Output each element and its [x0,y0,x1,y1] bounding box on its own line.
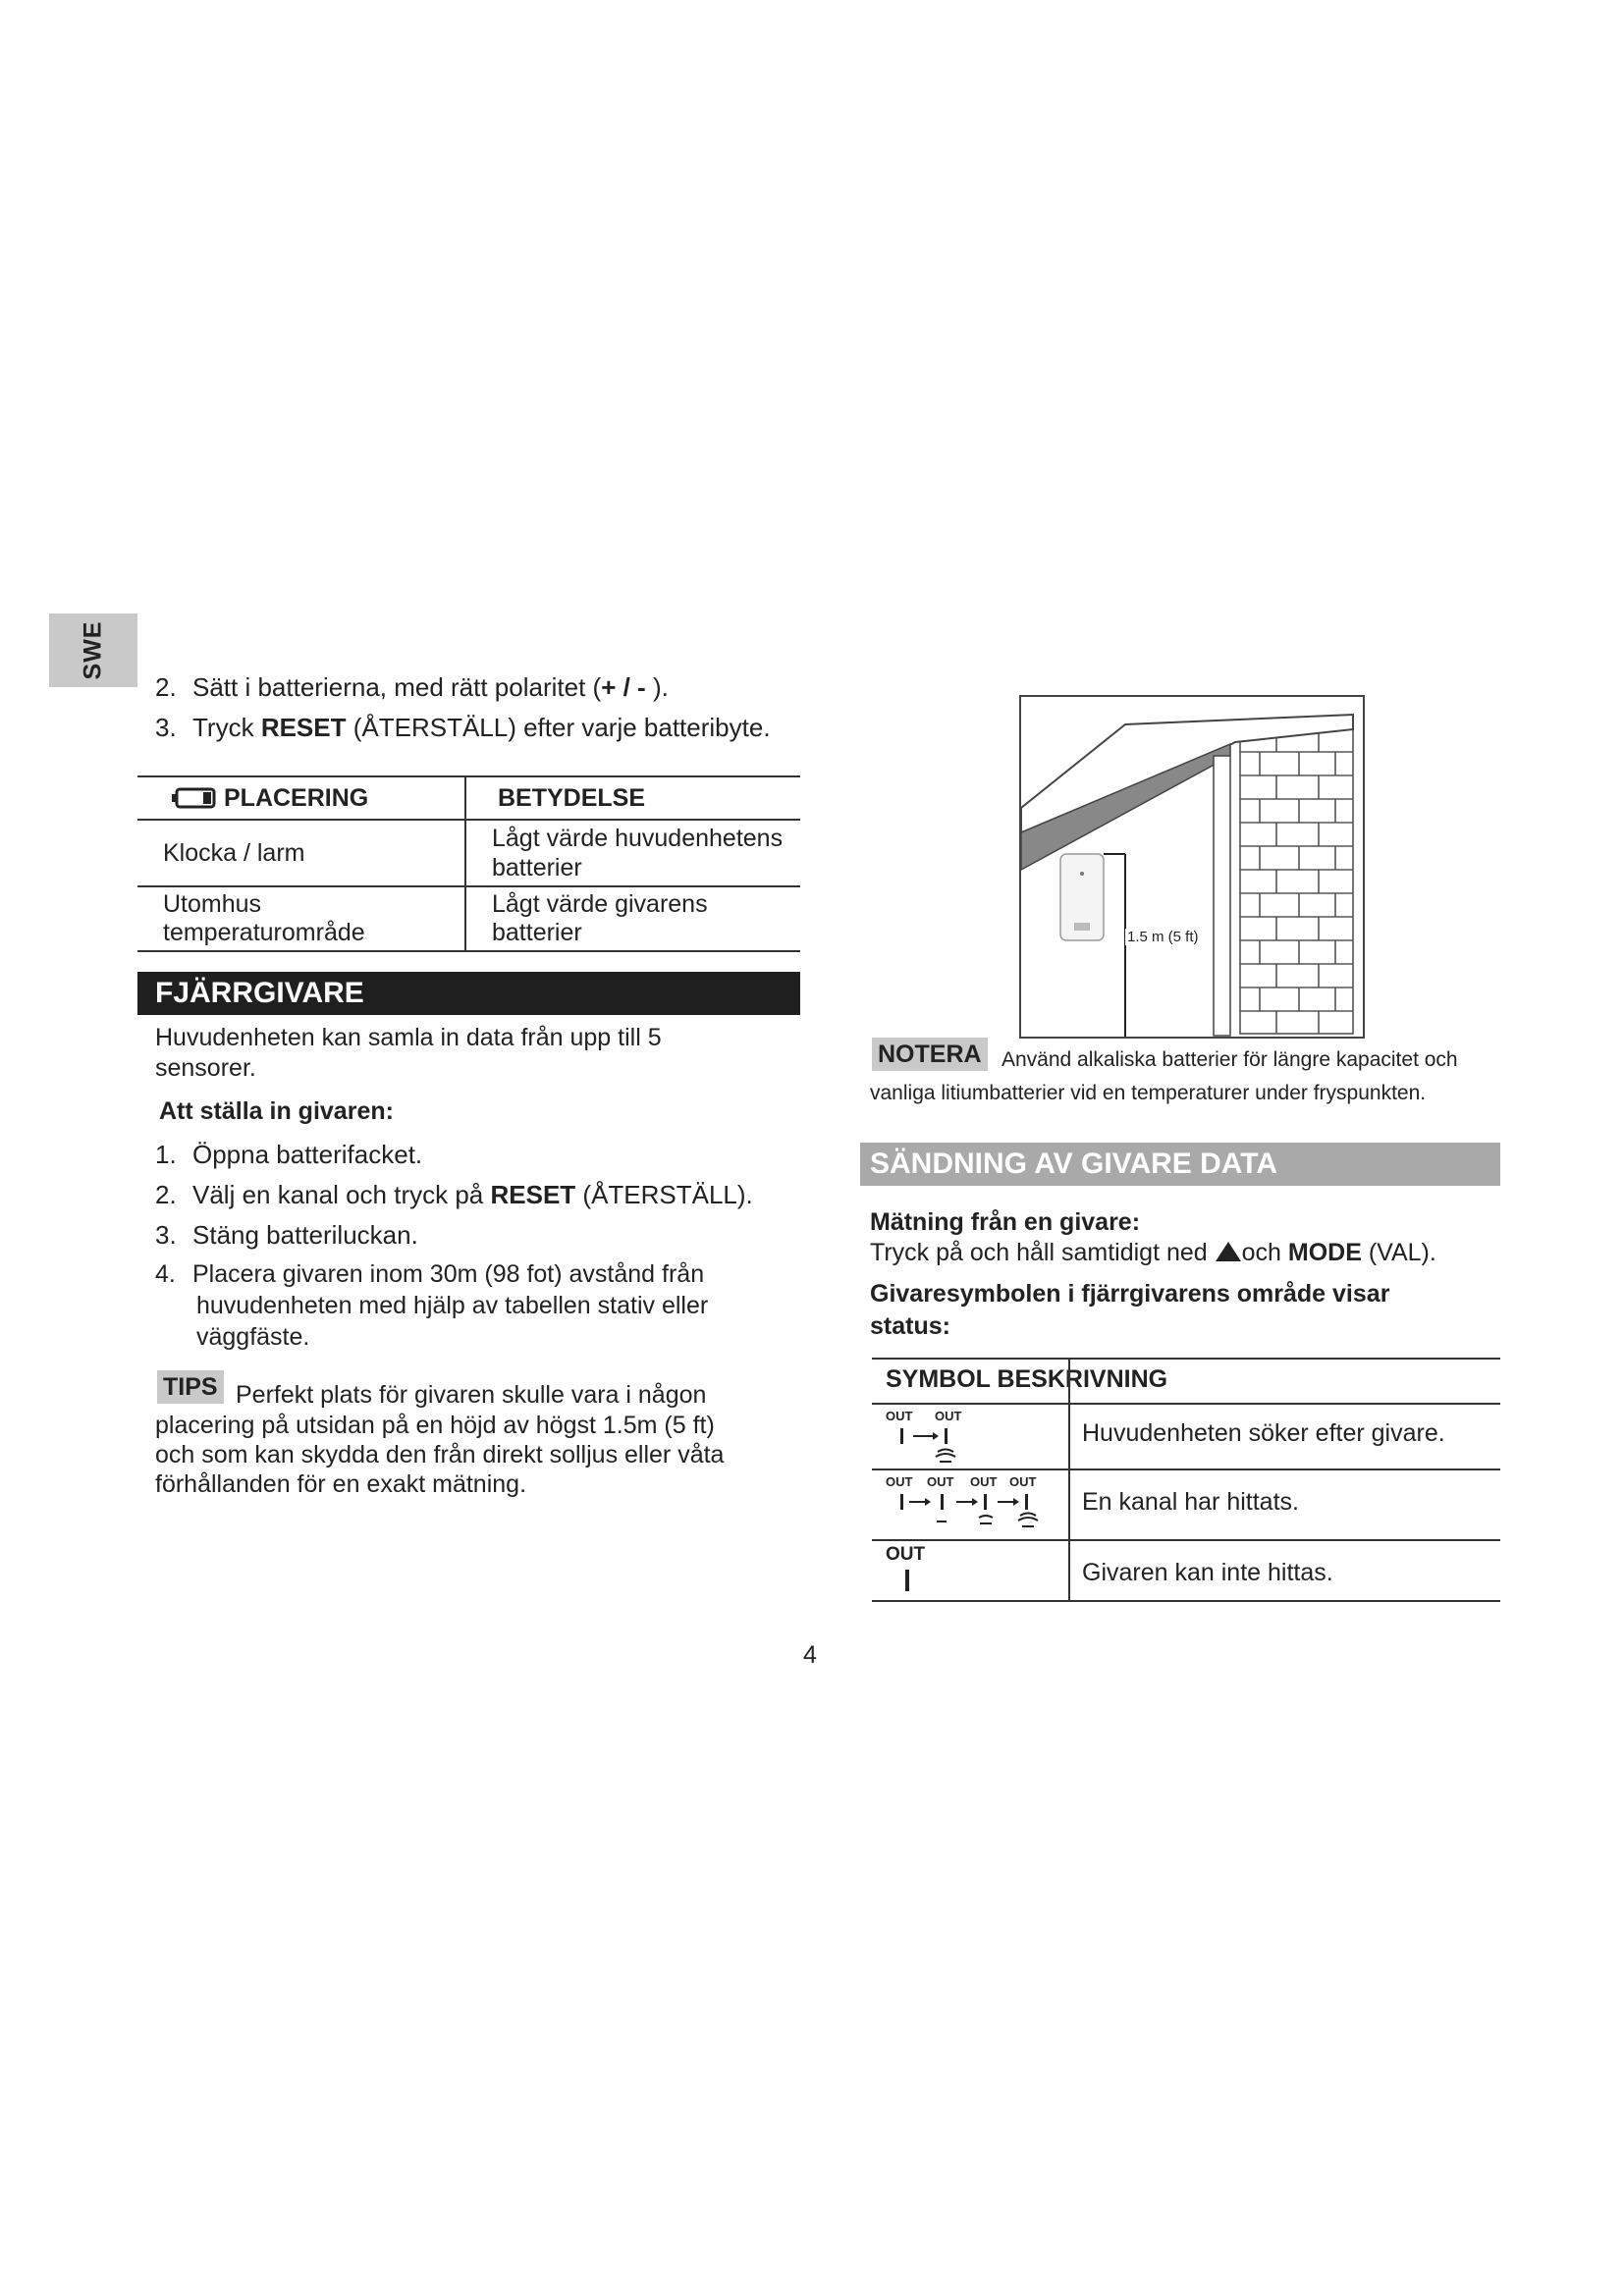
header-betydelse: BETYDELSE [498,783,646,812]
section-heading-transmission: SÄNDNING AV GIVARE DATA [860,1143,1500,1186]
setup-step-1: 1. Öppna batterifacket. [155,1140,423,1169]
tips-line-2: placering på utsidan på en höjd av högst 1.5m (5 ft) [155,1412,715,1439]
tips-badge: TIPS [157,1370,224,1404]
symbol-table-header: SYMBOL BESKRIVNING [886,1365,1168,1393]
battery-table-row [137,886,800,951]
tips-line-3: och som kan skydda den från direkt solljus eller våta [155,1441,725,1468]
tips-line-4: förhållanden för en exakt mätning. [155,1470,527,1498]
sensor-placement-illustration [1019,695,1365,1039]
symbol-desc: Givaren kan inte hittas. [1082,1559,1333,1586]
page-number: 4 [803,1641,817,1669]
battery-step-2: 2. Sätt i batterierna, med rätt polaritet (+ / - ). [155,672,669,702]
battery-table [137,775,800,952]
battery-table-row [137,820,800,886]
up-arrow-icon [1215,1241,1242,1262]
section-heading-remote: FJÄRRGIVARE [137,972,800,1015]
language-tab [49,614,137,687]
setup-title: Att ställa in givaren: [159,1097,394,1125]
setup-step-3: 3. Stäng batteriluckan. [155,1220,418,1250]
height-label: 1.5 m (5 ft) [1127,929,1199,945]
found-symbol-icon: OUT OUT OUT OUT [886,1474,1062,1535]
measure-instruction: Tryck på och håll samtidigt ned och MODE (VAL). [870,1239,1436,1266]
header-placering: PLACERING [224,783,369,812]
row-meaning: Lågt värde huvudenhetens batterier [492,825,784,881]
setup-step-4: 4. Placera givaren inom 30m (98 fot) avstånd från huvudenheten med hjälp av tabellen stativ eller väggfäste. [155,1260,709,1351]
battery-step-3: 3. Tryck RESET (ÅTERSTÄLL) efter varje batteribyte. [155,713,771,742]
symbol-table [872,1358,1500,1603]
note-badge: NOTERA [872,1038,988,1071]
row-place: Utomhus temperaturområde [137,886,465,951]
setup-step-2: 2. Välj en kanal och tryck på RESET (ÅTERSTÄLL). [155,1180,753,1209]
measure-title: Mätning från en givare: [870,1208,1141,1236]
battery-table-header [137,776,800,820]
battery-icon [171,786,218,810]
remote-intro: Huvudenheten kan samla in data från upp till 5 sensorer. [155,1024,662,1082]
note-line-1: Använd alkaliska batterier för längre kapacitet och [1001,1048,1458,1071]
wall-illustration [1019,695,1365,1039]
status-title: Givaresymbolen i fjärrgivarens område visar status: [870,1280,1390,1340]
symbol-desc: En kanal har hittats. [1082,1488,1299,1516]
not-found-symbol-icon: OUT [886,1544,945,1597]
symbol-desc: Huvudenheten söker efter givare. [1082,1419,1445,1447]
searching-symbol-icon: OUT OUT [886,1409,1062,1466]
language-tab-label: SWE [79,620,107,680]
note-line-2: vanliga litiumbatterier vid en temperaturer under fryspunkten. [870,1082,1427,1104]
row-place: Klocka / larm [137,820,465,886]
row-meaning: Lågt värde givarens batterier [492,890,708,946]
tips-line-1: Perfekt plats för givaren skulle vara i någon [236,1381,707,1409]
